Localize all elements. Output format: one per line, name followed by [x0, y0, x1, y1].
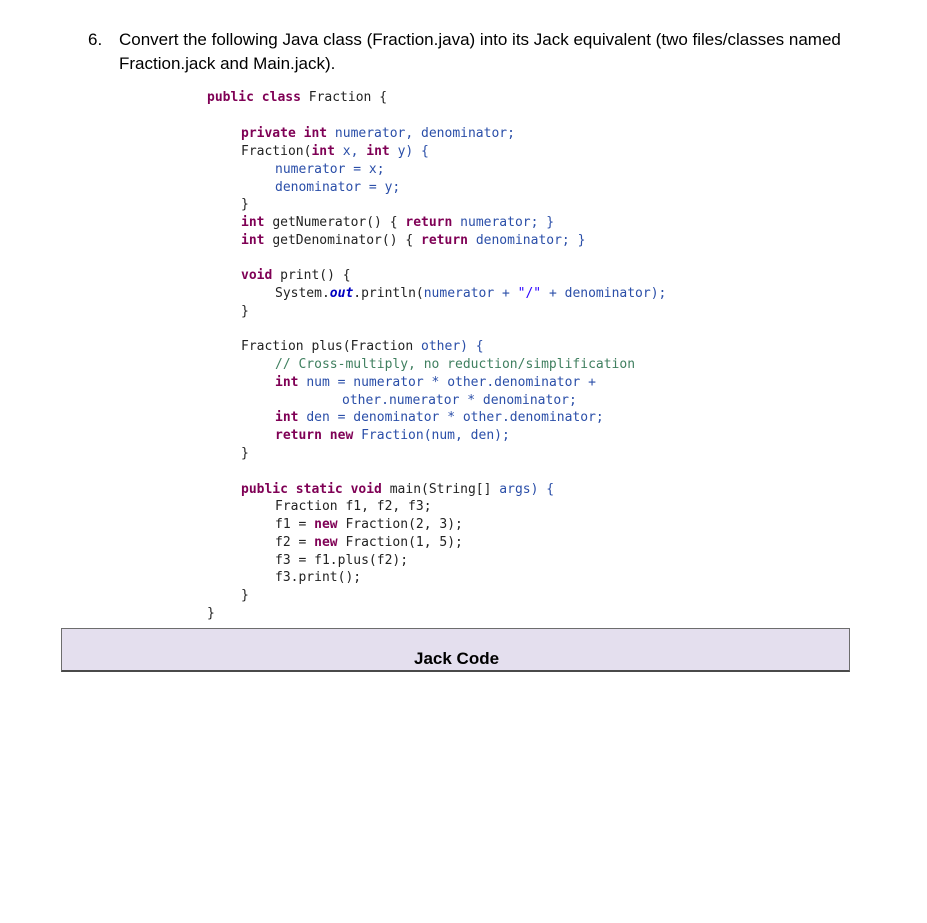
code-token: public class [207, 90, 309, 105]
code-token: int [275, 410, 307, 425]
code-line [241, 214, 554, 232]
code-token: Fraction f1, f2, f3; [275, 499, 432, 514]
code-token: } [207, 606, 215, 621]
code-token: out [329, 286, 354, 301]
code-token: Fraction plus(Fraction [241, 339, 422, 354]
question-number: 6. [88, 30, 103, 49]
code-token: denominator; } [475, 233, 586, 248]
code-token: // Cross-multiply, no reduction/simplification [275, 357, 636, 372]
code-token: .println( [353, 286, 424, 301]
code-line [241, 445, 249, 463]
code-token: void [241, 268, 281, 283]
code-token: numerator + [423, 286, 518, 301]
code-token: denominator = y; [275, 180, 401, 195]
code-token: Fraction( [241, 144, 312, 159]
code-token: numerator; } [460, 215, 555, 230]
code-line [207, 605, 215, 623]
code-line [275, 427, 510, 445]
code-token: + denominator); [541, 286, 667, 301]
code-token: int [311, 144, 343, 159]
code-token: numerator, denominator; [334, 126, 515, 141]
code-token: f3 = f1.plus(f2); [275, 553, 409, 568]
code-line [275, 534, 463, 552]
code-line [275, 161, 385, 179]
question-text: Convert the following Java class (Fraction.java) into its Jack equivalent (two files/classes named Fraction.jack and Main.jack). [119, 30, 841, 73]
code-line [275, 569, 361, 587]
code-line [241, 125, 515, 143]
code-token: } [241, 588, 249, 603]
code-token: System. [275, 286, 330, 301]
code-line [275, 516, 463, 534]
code-line [207, 89, 387, 107]
code-line [275, 409, 604, 427]
code-line [241, 196, 249, 214]
code-token: return new [275, 428, 362, 443]
code-token: new [314, 517, 346, 532]
code-token: num = numerator * other.denominator + [306, 375, 596, 390]
code-token: f3.print(); [275, 570, 362, 585]
code-line [241, 267, 351, 285]
code-token: x, [342, 144, 367, 159]
code-line [342, 392, 577, 410]
code-token: return [405, 215, 461, 230]
code-token: return [421, 233, 476, 248]
code-line [275, 285, 666, 303]
code-line [275, 374, 596, 392]
code-token: private int [241, 126, 335, 141]
code-line [275, 552, 408, 570]
code-line [241, 587, 249, 605]
code-token: int [366, 144, 398, 159]
code-token: getDenominator() { [272, 233, 422, 248]
code-token: getNumerator() { [272, 215, 406, 230]
code-token: y) { [397, 144, 429, 159]
code-token: den = denominator * other.denominator; [306, 410, 604, 425]
code-token: } [241, 304, 249, 319]
code-token: public static void [241, 482, 390, 497]
code-token: f2 = [275, 535, 315, 550]
code-token: other.numerator * denominator; [342, 393, 577, 408]
code-token: Fraction { [308, 90, 388, 105]
code-line [275, 356, 635, 374]
code-line [241, 303, 249, 321]
code-token: int [275, 375, 307, 390]
code-token: other) { [421, 339, 484, 354]
code-line [241, 232, 585, 250]
jack-code-label: Jack Code [414, 649, 500, 668]
code-token: main(String[] [389, 482, 500, 497]
code-line [241, 338, 484, 356]
code-token: Fraction(1, 5); [345, 535, 463, 550]
code-token: } [241, 197, 249, 212]
code-token: } [241, 446, 249, 461]
code-token: args) { [499, 482, 555, 497]
code-token: Fraction(2, 3); [345, 517, 463, 532]
code-line [241, 481, 554, 499]
code-token: print() { [280, 268, 351, 283]
code-token: f1 = [275, 517, 315, 532]
code-line [241, 143, 429, 161]
code-token: Fraction(num, den); [361, 428, 510, 443]
code-token: int [241, 215, 273, 230]
code-line [275, 179, 400, 197]
code-token: "/" [517, 286, 542, 301]
code-token: int [241, 233, 273, 248]
code-token: new [314, 535, 346, 550]
code-token: numerator = x; [275, 162, 385, 177]
code-line [275, 498, 432, 516]
